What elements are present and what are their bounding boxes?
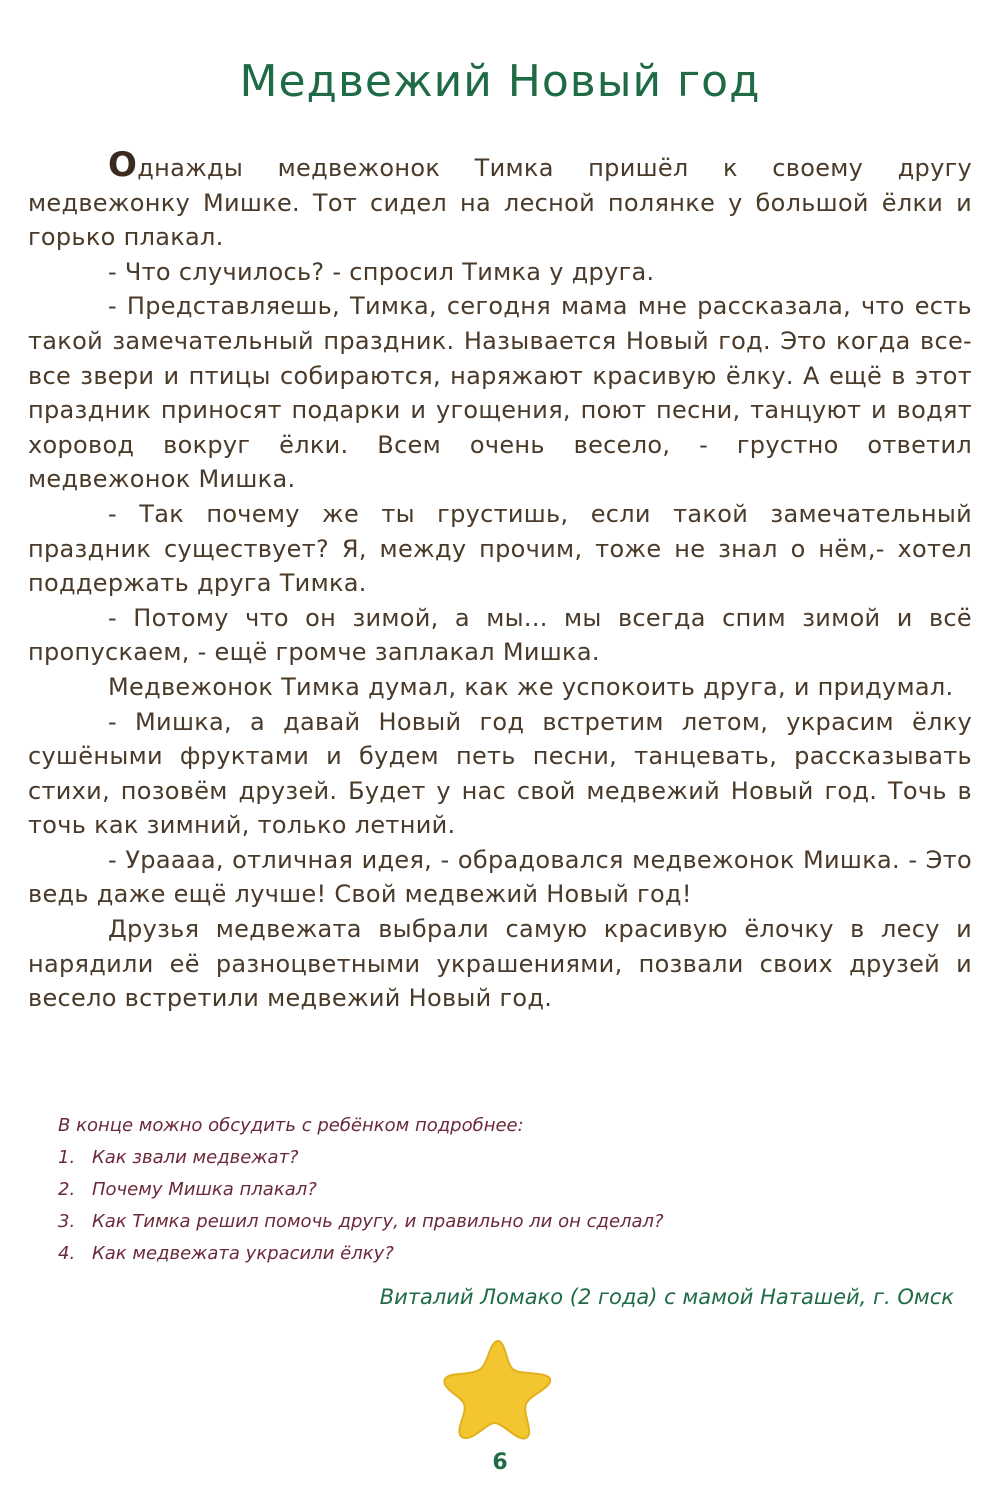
story-paragraph: - Ураааа, отличная идея, - обрадовался медвежонок Мишка. - Это ведь даже ещё лучше! Свой медвежий Новый год! (28, 845, 972, 909)
story-paragraph: - Мишка, а давай Новый год встретим летом, украсим ёлку сушёными фруктами и будем петь песни, танцевать, рассказывать стихи, позовём друзей. Будет у нас свой медвежий Новый год. Точь в точь как зимний, только летний. (28, 707, 972, 840)
story-paragraph: Друзья медвежата выбрали самую красивую ёлочку в лесу и нарядили её разноцветными украшениями, позвали своих друзей и весело встретили медвежий Новый год. (28, 915, 972, 1013)
question-list (58, 1142, 938, 1270)
author-credit: Виталий Ломако (2 года) с мамой Наташей, г. Омск (379, 1285, 954, 1309)
discussion-questions (58, 1110, 938, 1270)
discussion-intro: В конце можно обсудить с ребёнком подробнее: (58, 1115, 524, 1136)
list-item: 4. Как медвежата украсили ёлку? (58, 1243, 394, 1264)
list-item: 3. Как Тимка решил помочь другу, и правильно ли он сделал? (58, 1211, 664, 1232)
story-paragraph: - Потому что он зимой, а мы... мы всегда спим зимой и всё пропускаем, - ещё громче заплакал Мишка. (28, 603, 972, 667)
page-title: Медвежий Новый год (239, 56, 761, 107)
story-paragraph: Однажды медвежонок Тимка пришёл к своему другу медвежонку Мишке. Тот сидел на лесной полянке у большой ёлки и горько плакал. (28, 145, 972, 252)
story-text (28, 145, 972, 1016)
star-icon (440, 1335, 556, 1441)
page-number: 6 (492, 1450, 508, 1475)
list-item: 1. Как звали медвежат? (58, 1147, 299, 1168)
list-item: 2. Почему Мишка плакал? (58, 1179, 317, 1200)
story-paragraph: - Что случилось? - спросил Тимка у друга. (108, 257, 655, 286)
story-paragraph: Медвежонок Тимка думал, как же успокоить друга, и придумал. (108, 672, 954, 701)
story-paragraph: - Так почему же ты грустишь, если такой замечательный праздник существует? Я, между прочим, тоже не знал о нём,- хотел поддержать друга Тимка. (28, 499, 972, 598)
drop-cap: О (108, 145, 138, 185)
story-paragraph: - Представляешь, Тимка, сегодня мама мне рассказала, что есть такой замечательный праздник. Называется Новый год. Это когда все-все звери и птицы собираются, наряжают красивую ёлку. А ещё в этот праздник приносят подарки и угощения, поют песни, танцуют и водят хоровод вокруг ёлки. Всем очень весело, - грустно ответил медвежонок Мишка. (28, 292, 972, 494)
